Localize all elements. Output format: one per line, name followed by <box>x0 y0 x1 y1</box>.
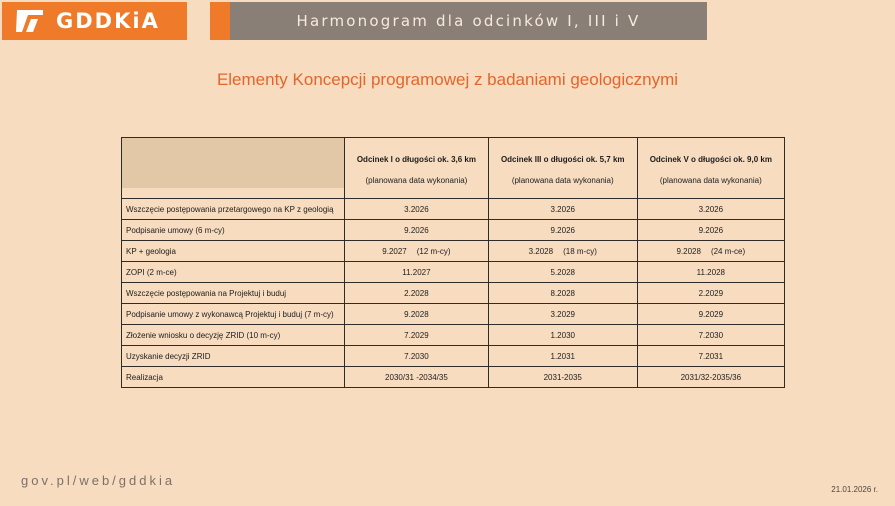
column-title: Odcinek V o długości ok. 9,0 km <box>649 155 772 164</box>
table-cell <box>345 199 489 220</box>
table-row <box>122 346 785 367</box>
column-note: (planowana data wykonania) <box>365 176 468 185</box>
cell-date: 9.2026 <box>698 225 724 235</box>
table-cell <box>637 346 784 367</box>
table-cell <box>488 241 637 262</box>
table-row <box>122 241 785 262</box>
cell-date: 2.2028 <box>404 288 429 298</box>
cell-date: 7.2031 <box>698 351 724 361</box>
header-title-bar <box>230 2 707 40</box>
row-label: Realizacja <box>122 367 345 388</box>
row-label: Wszczęcie postępowania przetargowego na KP z geologią <box>122 199 345 220</box>
slide-subtitle: Elementy Koncepcji programowej z badaniami geologicznymi <box>216 70 679 89</box>
table-cell <box>488 199 637 220</box>
table-cell <box>637 283 784 304</box>
column-note: (planowana data wykonania) <box>659 176 762 185</box>
cell-date: 9.2029 <box>698 309 724 319</box>
table-cell <box>345 220 489 241</box>
table-cell <box>637 199 784 220</box>
table-cell <box>637 220 784 241</box>
table-cell <box>345 304 489 325</box>
cell-date: 11.2027 <box>402 267 431 277</box>
row-label: Wszczęcie postępowania na Projektuj i buduj <box>122 283 345 304</box>
cell-duration: (24 m-ce) <box>710 246 746 256</box>
table-cell <box>345 283 489 304</box>
cell-date: 3.2029 <box>550 309 575 319</box>
cell-date: 3.2026 <box>550 204 575 214</box>
cell-date: 7.2030 <box>404 351 429 361</box>
table-row <box>122 262 785 283</box>
table-cell <box>637 325 784 346</box>
cell-date: 1.2031 <box>550 351 575 361</box>
cell-date: 9.2028 <box>676 246 701 256</box>
cell-date: 2031/32-2035/36 <box>680 372 742 382</box>
cell-date: 3.2028 <box>528 246 554 256</box>
table-cell <box>637 367 784 388</box>
table-body <box>122 199 785 388</box>
cell-date: 9.2026 <box>550 225 575 235</box>
schedule-table <box>121 137 785 388</box>
row-label: KP + geologia <box>122 241 345 262</box>
table-row <box>122 325 785 346</box>
table-row <box>122 304 785 325</box>
cell-date: 7.2030 <box>698 330 724 340</box>
gddkia-logo-icon <box>14 6 46 36</box>
table-cell <box>488 262 637 283</box>
table-row <box>122 367 785 388</box>
table-cell <box>488 325 637 346</box>
cell-date: 9.2026 <box>404 225 429 235</box>
table-row <box>122 283 785 304</box>
table-cell <box>637 262 784 283</box>
table-corner-cell <box>122 138 345 199</box>
gddkia-logo <box>2 2 187 40</box>
cell-date: 9.2028 <box>404 309 429 319</box>
column-title: Odcinek III o długości ok. 5,7 km <box>500 155 625 164</box>
cell-date: 7.2029 <box>404 330 429 340</box>
logo-text: GDDKiA <box>56 9 160 33</box>
cell-date: 3.2026 <box>698 204 724 214</box>
column-header <box>488 138 637 199</box>
table-row <box>122 220 785 241</box>
row-label: ZOPI (2 m-ce) <box>122 262 345 283</box>
table-cell <box>488 283 637 304</box>
row-label: Uzyskanie decyzji ZRID <box>122 346 345 367</box>
column-note: (planowana data wykonania) <box>511 176 614 185</box>
cell-date: 9.2027 <box>382 246 407 256</box>
column-header <box>637 138 784 199</box>
row-label: Złożenie wniosku o decyzję ZRID (10 m-cy) <box>122 325 345 346</box>
table-cell <box>637 304 784 325</box>
cell-date: 3.2026 <box>404 204 429 214</box>
row-label: Podpisanie umowy z wykonawcą Projektuj i buduj (7 m-cy) <box>122 304 345 325</box>
cell-date: 8.2028 <box>550 288 575 298</box>
cell-duration: (18 m-cy) <box>563 246 597 256</box>
slide-title: Harmonogram dla odcinków I, III i V <box>296 12 641 30</box>
table-cell <box>488 220 637 241</box>
row-label: Podpisanie umowy (6 m-cy) <box>122 220 345 241</box>
table-cell <box>345 262 489 283</box>
table-cell <box>345 367 489 388</box>
cell-date: 2.2029 <box>698 288 724 298</box>
table-cell <box>488 346 637 367</box>
cell-duration: (12 m-cy) <box>416 246 451 256</box>
table-cell <box>345 346 489 367</box>
cell-date: 2031-2035 <box>543 372 582 382</box>
table-cell <box>345 241 489 262</box>
cell-date: 11.2028 <box>696 267 725 277</box>
column-header <box>345 138 489 199</box>
header-accent-bar <box>210 2 230 40</box>
footer-date: 21.01.2026 r. <box>831 485 878 494</box>
table-cell <box>488 304 637 325</box>
table-row <box>122 199 785 220</box>
cell-date: 2030/31 -2034/35 <box>385 372 448 382</box>
table-header-row <box>122 138 785 199</box>
table-cell <box>637 241 784 262</box>
cell-date: 5.2028 <box>550 267 575 277</box>
table-cell <box>345 325 489 346</box>
cell-date: 1.2030 <box>550 330 575 340</box>
column-title: Odcinek I o długości ok. 3,6 km <box>356 155 476 164</box>
footer-url: gov.pl/web/gddkia <box>21 473 176 488</box>
table-cell <box>488 367 637 388</box>
